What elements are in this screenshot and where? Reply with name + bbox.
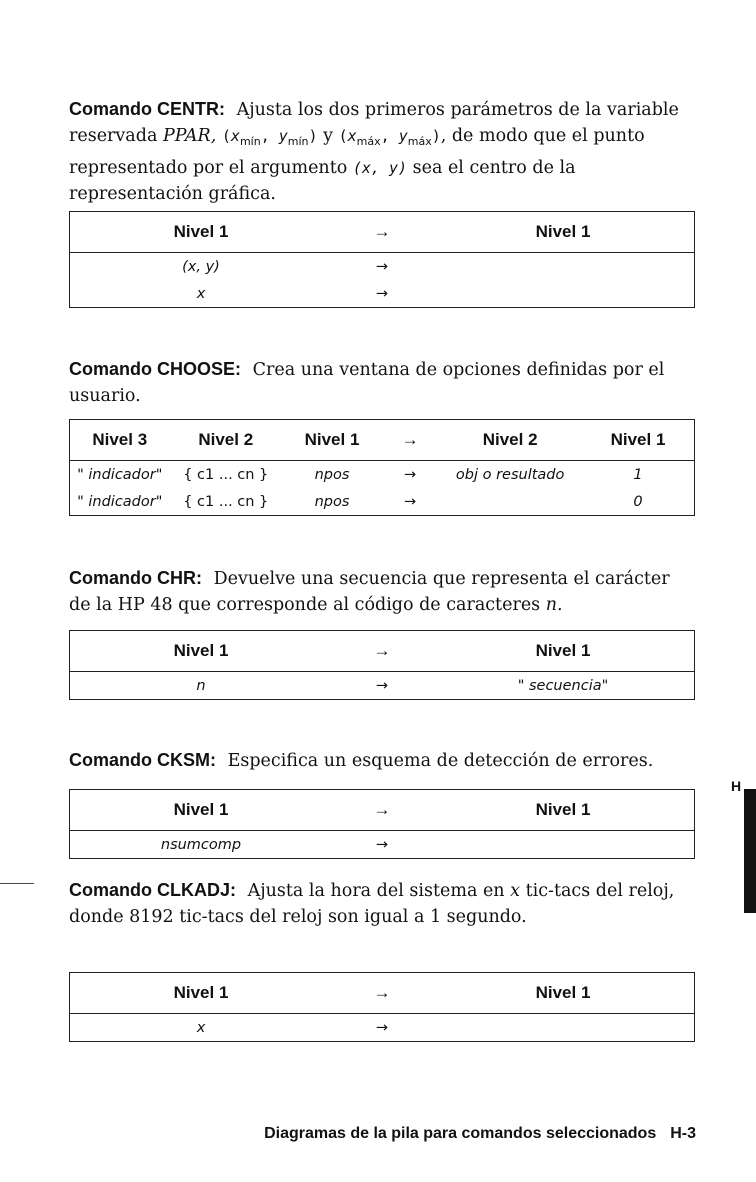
page-number: H-3	[670, 1125, 696, 1142]
table-cell	[438, 488, 582, 516]
table-arrow: →	[375, 677, 389, 694]
table-row	[70, 461, 695, 489]
clkadj-command-name: Comando CLKADJ:	[69, 880, 236, 900]
centr-min-pair: ($x_{mín}$, $y_{mín}$)	[221, 127, 318, 148]
header-arrow: →	[332, 212, 432, 253]
table-row	[70, 1014, 695, 1042]
header-cell: Nivel 1	[282, 420, 382, 461]
chr-paragraph	[69, 565, 695, 618]
header-arrow: →	[332, 631, 432, 672]
centr-section	[69, 96, 695, 207]
table-header-row	[70, 212, 695, 253]
table-row	[70, 831, 695, 859]
table-cell: 1	[633, 466, 643, 483]
cksm-section	[69, 747, 695, 774]
choose-text: Crea una ventana de opciones definidas por el usuario.	[69, 360, 665, 406]
header-cell: Nivel 1	[70, 631, 333, 672]
table-arrow: →	[404, 493, 417, 510]
header-cell: Nivel 1	[432, 212, 695, 253]
table-cell: nsumcomp	[160, 836, 242, 853]
centr-paragraph	[69, 96, 695, 207]
section-tab-bar	[744, 789, 756, 913]
table-row	[70, 280, 695, 308]
table-header-row	[70, 631, 695, 672]
chr-var: n.	[545, 595, 563, 615]
clkadj-stack-table	[69, 972, 695, 1042]
choose-paragraph	[69, 356, 695, 409]
centr-arg: (x, y)	[352, 159, 408, 177]
table-cell	[432, 1014, 695, 1042]
clkadj-text-2: tic-tacs del reloj, donde 8192 tic-tacs del reloj son igual a 1 segundo.	[69, 881, 675, 927]
cksm-command-name: Comando CKSM:	[69, 750, 216, 770]
centr-max-pair: ($x_{máx}$, $y_{máx}$)	[338, 127, 441, 148]
header-cell: Nivel 2	[438, 420, 582, 461]
choose-command-name: Comando CHOOSE:	[69, 359, 242, 379]
chr-text: Devuelve una secuencia que representa el carácter de la HP 48 que corresponde al código de caracteres	[69, 569, 670, 615]
table-header-row	[70, 420, 695, 461]
section-tab-letter: H	[731, 778, 742, 794]
header-arrow: →	[382, 420, 438, 461]
header-cell: Nivel 1	[432, 973, 695, 1014]
page-footer	[264, 1125, 696, 1143]
table-row	[70, 672, 695, 700]
table-cell: npos	[314, 466, 350, 483]
table-row	[70, 253, 695, 281]
cksm-stack-table	[69, 789, 695, 859]
table-cell: { c1 ... cn }	[183, 466, 269, 483]
centr-ppar: PPAR,	[162, 126, 217, 146]
cksm-text: Especifica un esquema de detección de errores.	[227, 751, 654, 771]
chr-stack-table	[69, 630, 695, 700]
cksm-paragraph	[69, 747, 695, 774]
table-cell: obj o resultado	[455, 466, 565, 483]
choose-section	[69, 356, 695, 409]
centr-conj: y	[323, 126, 334, 146]
table-cell: " secuencia"	[517, 677, 609, 694]
clkadj-paragraph	[69, 877, 695, 930]
header-cell: Nivel 1	[70, 212, 333, 253]
centr-stack-table	[69, 211, 695, 308]
table-cell: n	[196, 677, 206, 694]
clkadj-section	[69, 877, 695, 930]
table-cell: " indicador"	[77, 466, 163, 483]
chr-command-name: Comando CHR:	[69, 568, 202, 588]
header-cell: Nivel 1	[70, 790, 333, 831]
centr-command-name: Comando CENTR:	[69, 99, 225, 119]
table-header-row	[70, 973, 695, 1014]
header-cell: Nivel 2	[170, 420, 283, 461]
header-arrow: →	[332, 790, 432, 831]
table-arrow: →	[375, 285, 389, 302]
centr-text-3: sea el centro de la representación gráfica.	[69, 158, 576, 204]
header-arrow: →	[332, 973, 432, 1014]
clkadj-var: x	[510, 881, 521, 901]
choose-stack-table	[69, 419, 695, 516]
centr-text-1: Ajusta los dos primeros parámetros de la variable reservada	[69, 100, 679, 146]
centr-text-2: , de modo que el punto representado por el argumento	[69, 126, 645, 178]
table-cell	[432, 253, 695, 281]
table-cell: " indicador"	[77, 493, 163, 510]
header-cell: Nivel 1	[70, 973, 333, 1014]
chr-section	[69, 565, 695, 618]
table-header-row	[70, 790, 695, 831]
header-cell: Nivel 1	[432, 631, 695, 672]
header-cell: Nivel 3	[70, 420, 170, 461]
table-cell	[432, 280, 695, 308]
table-cell: (x, y)	[182, 258, 220, 275]
table-cell: 0	[633, 493, 643, 510]
table-arrow: →	[404, 466, 417, 483]
table-cell: { c1 ... cn }	[183, 493, 269, 510]
table-cell	[432, 831, 695, 859]
table-row	[70, 488, 695, 516]
margin-mark	[0, 883, 34, 884]
table-arrow: →	[375, 258, 389, 275]
header-cell: Nivel 1	[432, 790, 695, 831]
table-cell: npos	[314, 493, 350, 510]
table-arrow: →	[375, 836, 389, 853]
table-arrow: →	[375, 1019, 389, 1036]
table-cell: x	[196, 285, 206, 302]
header-cell: Nivel 1	[582, 420, 695, 461]
table-cell: x	[196, 1019, 206, 1036]
footer-title: Diagramas de la pila para comandos seleccionados	[264, 1125, 657, 1142]
clkadj-text-1: Ajusta la hora del sistema en	[247, 881, 505, 901]
